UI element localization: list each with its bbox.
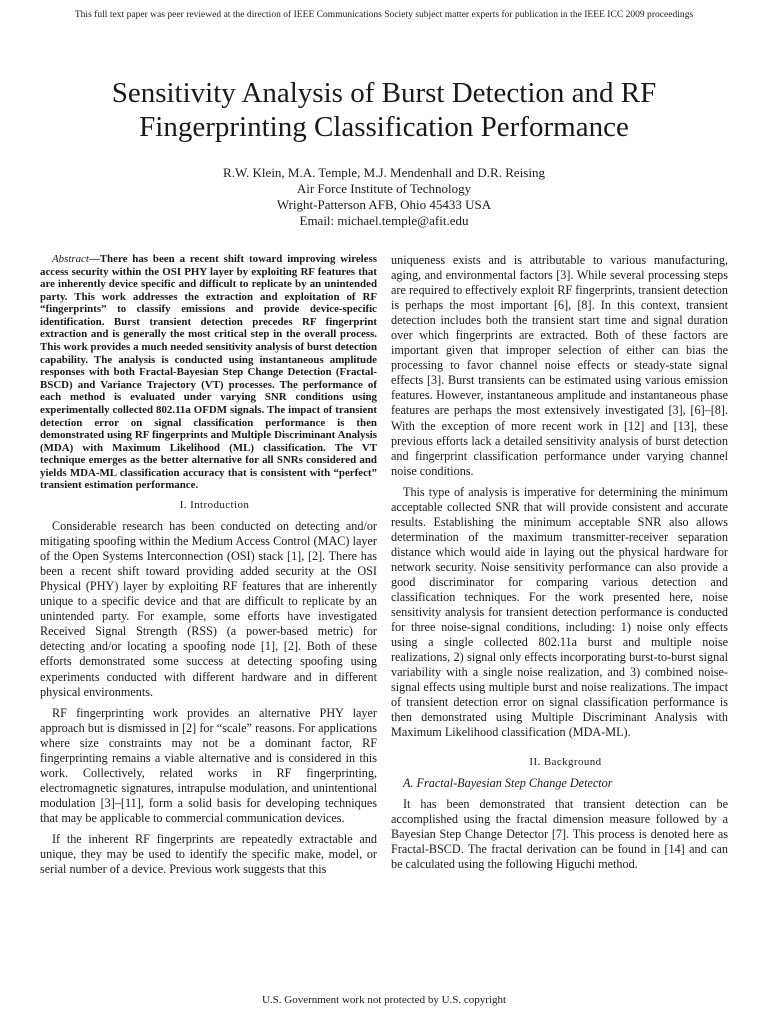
intro-paragraph: If the inherent RF fingerprints are repeatedly extractable and unique, they may be used to identify the specific make, model, or serial number of a device. Previous work suggests that this <box>40 831 377 877</box>
intro-paragraph: This type of analysis is imperative for determining the minimum acceptable collected SNR that will provide consistent and accurate results. Establishing the minimum acceptable SNR also allows determination of the maximum transmitter-receiver separation distance which would aide in laying out the physical hardware for network security. Noise sensitivity performance can also provide a good discriminator for comparing various detection and classification techniques. For the work presented here, noise sensitivity analysis for transient detection performance is conducted for three noise-signal conditions, including: 1) noise only effects using a single collected 802.11a burst and multiple noise realizations, 2) signal only effects incorporating burst-to-burst signal variability with a single noise realization, and 3) combined noise-signal effects using multiple burst and noise realizations. The impact of transient detection error on signal classification performance is then demonstrated using Multiple Discriminant Analysis with Maximum Likelihood classification (MDA-ML). <box>391 484 728 740</box>
author-block <box>0 165 768 229</box>
author-address: Wright-Patterson AFB, Ohio 45433 USA <box>276 197 492 212</box>
abstract <box>40 253 377 492</box>
background-paragraph: It has been demonstrated that transient detection can be accomplished using the fractal dimension measure followed by a Bayesian Step Change Detector [7]. This process is denoted here as Fractal-BSCD. The fractal derivation can be found in [14] and can be calculated using the following Higuchi method. <box>391 796 728 871</box>
author-names: R.W. Klein, M.A. Temple, M.J. Mendenhall and D.R. Reising <box>223 165 545 180</box>
subsection-heading-fractal-bscd: A. Fractal-Bayesian Step Change Detector <box>403 775 613 790</box>
left-column <box>40 253 377 883</box>
intro-paragraph: Considerable research has been conducted on detecting and/or mitigating spoofing within the Medium Access Control (MAC) layer of the Open Systems Interconnection (OSI) stack [1], [2]. There has been a recent shift toward providing added security at the OSI Physical (PHY) layer by exploiting RF features that are inherently unique to a specific device and that are difficult to replicate by an unintended party. For example, some efforts have investigated Received Signal Strength (RSS) (a power-based metric) for detecting and/or locating a spoofing node [1], [2]. Both of these efforts demonstrated some success at detecting spoofing using experiments conducted with different hardware and in different physical environments. <box>40 519 377 699</box>
section-heading-background: II. Background <box>529 755 602 768</box>
section-heading-introduction: I. Introduction <box>179 498 250 511</box>
intro-paragraph: RF fingerprinting work provides an alternative PHY layer approach but is dismissed in [2] for “scale” reasons. For applications where size constraints may not be a dominant factor, RF fingerprinting remains a viable alternative and is considered in this work. Collectively, related works in RF fingerprinting, electromagnetic signatures, intrapulse modulation, and unintentional modulation [3]–[11], form a solid basis for developing techniques that may be applicable to commercial communication devices. <box>40 705 377 825</box>
intro-paragraph-continued: uniqueness exists and is attributable to various manufacturing, aging, and environmental factors [3]. While several processing steps are required to effectively exploit RF fingerprints, transient detection is perhaps the most important [6], [8]. In this context, transient detection includes both the transient start time and signal duration over which fingerprints are extracted. Both of these factors are important given that improper selection of either can bias the processing to favor channel noise effects or steady-state signal effects [3]. Burst transients can be estimated using various emission features. However, instantaneous amplitude and instantaneous phase features are perhaps the most extensively investigated [3], [6]–[8]. With the exception of more recent work in [12] and [13], these previous efforts lack a detailed sensitivity analysis of burst detection and fingerprint classification performance under varying channel noise conditions. <box>391 253 728 478</box>
abstract-text: —There has been a recent shift toward improving wireless access security within the OSI PHY layer by exploiting RF features that are inherently device specific and difficult to replicate by an unintended party. This work addresses the extraction and exploitation of RF “fingerprints” to classify emissions and provide device-specific identification. Burst transient detection precedes RF fingerprint extraction and is generally the most critical step in the overall process. This work provides a much needed sensitivity analysis of burst detection capability. The analysis is conducted using instantaneous amplitude responses with both Fractal-Bayesian Step Change Detection (Fractal-BSCD) and Variance Trajectory (VT) processes. The performance of each method is evaluated under varying SNR conditions using experimentally collected 802.11a OFDM signals. The impact of transient detection error on signal classification performance is then demonstrated using RF fingerprints and Multiple Discriminant Analysis (MDA) with Maximum Likelihood (ML) classification. The VT technique emerges as the better alternative for all SNRs considered and yields MDA-ML classification accuracy that is consistent with “perfect” transient estimation performance. <box>40 253 377 492</box>
paper-title: Sensitivity Analysis of Burst Detection and RF Fingerprinting Classification Performance <box>111 77 657 143</box>
right-column <box>391 253 728 878</box>
peer-review-note: This full text paper was peer reviewed at the direction of IEEE Communications Society subject matter experts for publication in the IEEE ICC 2009 proceedings <box>74 10 694 20</box>
abstract-lead: Abstract <box>52 253 89 265</box>
author-affiliation: Air Force Institute of Technology <box>296 181 472 196</box>
copyright-footer: U.S. Government work not protected by U.S. copyright <box>261 994 507 1006</box>
author-email: Email: michael.temple@afit.edu <box>299 213 469 228</box>
